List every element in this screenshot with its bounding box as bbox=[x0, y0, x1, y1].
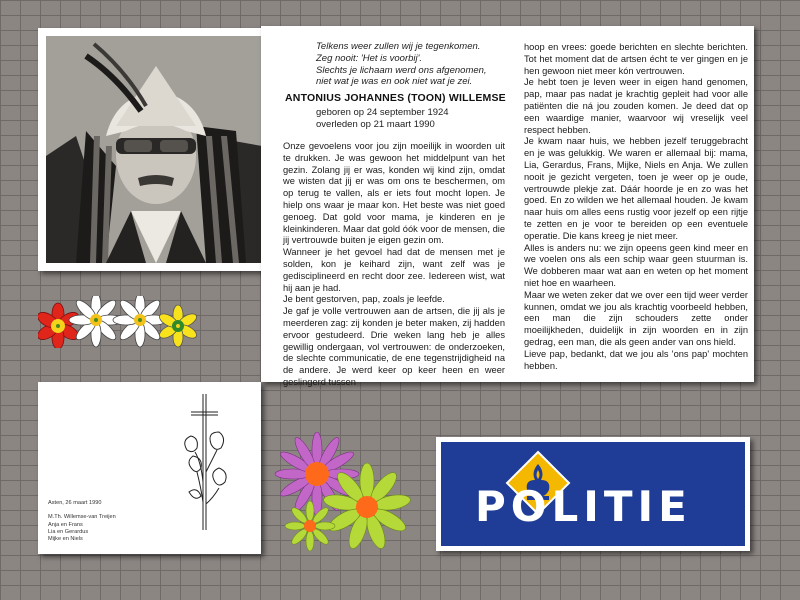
memorial-text-card bbox=[261, 26, 754, 387]
deceased-name: ANTONIUS JOHANNES (TOON) WILLEMSE bbox=[285, 92, 506, 104]
paragraph: Wanneer je het gevoel had dat de mensen met je solden, kon je keihard zijn, want zelf was je gedisciplineerd en recht door zee. Iedereen wist, wat hij aan je had. bbox=[283, 247, 505, 293]
paragraph: Je hebt toen je leven weer in eigen hand genomen, pap, maar pas nadat je krachtig gepleit had voor alle patiënten die ná jou zouden komen. Je deed dat op een waardige manier, waarvoor wij vreselijk veel respect hebben. bbox=[524, 77, 748, 135]
death-notice-card bbox=[38, 382, 261, 554]
verse: Telkens weer zullen wij je tegenkomen. Zeg nooit: 'Het is voorbij'. Slechts je lichaam werd ons afgenomen, niet wat je was en ook niet wat je zei. bbox=[316, 41, 487, 88]
birth-date: geboren op 24 september 1924 bbox=[316, 107, 449, 118]
text-column-right bbox=[524, 42, 748, 372]
death-notice-text: Asten, 26 maart 1990 M.Th. Willemse-van Treijen Anja en Frans Lia en Gerardus Mijke en Niels bbox=[48, 500, 116, 543]
portrait-card bbox=[38, 28, 270, 271]
paragraph: Je kwam naar huis, we hebben jezelf teruggebracht en je was gelukkig. We waren er allemaal bij: mama, Lia, Gerardus, Frans, Mijke, Niels en Anja. We zullen nooit je gezicht vergeten, toen je weer op je oude, vertrouwde plekje zat. Dáár hoorde je en zo was het goed. En zo wilden we het allemaal houden. Je kwam naar huis om alles eens rustig voor jezelf op een rijtje te zetten en je voor te bereiden op een eventuele operatie. Die kans kreeg je niet meer. bbox=[524, 136, 748, 241]
paragraph: Onze gevoelens voor jou zijn moeilijk in woorden uit te drukken. Je was gewoon het middelpunt van het gezin. Zolang jij er was, konden wij kind zijn, omdat we wisten dat jij er was om ons te beschermen, om op terug te vallen, als er iets fout mocht lopen. Je hielp ons waar je maar kon. Het beste was niet goed genoeg. Dat gold voor mama, je kinderen en je kleinkinderen. Maar dat gold óók voor de mensen, die jij vertrouwde buiten je eigen gezin om. bbox=[283, 141, 505, 246]
text-column-left bbox=[283, 141, 505, 389]
death-date: overleden op 21 maart 1990 bbox=[316, 118, 435, 130]
paragraph: Je gaf je volle vertrouwen aan de artsen, die jij als je meerderen zag: zij konden je beter maken, zij hadden ervoor gestudeerd. Drie weken lang heb je alles gewillig ondergaan, vol vertrouwen: de onderzoeken, de slechte communicatie, de ene tegenstrijdigheid na de andere. Je werd keer op keer heen en weer geslingerd tussen bbox=[283, 306, 505, 387]
life-dates bbox=[316, 107, 449, 131]
politie-logo bbox=[436, 437, 750, 551]
portrait-photo bbox=[46, 36, 262, 263]
colorful-flowers-decoration bbox=[272, 432, 422, 557]
paragraph: Je bent gestorven, pap, zoals je leefde. bbox=[283, 294, 445, 305]
paragraph: Maar we weten zeker dat we over een tijd weer verder kunnen, omdat we jou als krachtig voorbeeld hebben, een man die zijn schouders zette onder moeilijkheden, duidelijk in zijn woorden en in zijn gedrag, een man, die als geen ander van ons hield. bbox=[524, 289, 748, 347]
daisy-flowers-decoration bbox=[38, 296, 203, 348]
paragraph: hoop en vrees: goede berichten en slechte berichten. Tot het moment dat de artsen écht te ver gingen en je hen gewoon niet meer kón vertrouwen. bbox=[524, 42, 748, 76]
politie-wordmark: POLITIE bbox=[475, 482, 692, 531]
paragraph: Alles is anders nu: we zijn opeens geen kind meer en we voelen ons als een schip waar geen stuurman is. We dobberen maar wat aan en weten op het moment niet hoe en waarheen. bbox=[524, 242, 748, 288]
politie-logo-background bbox=[441, 442, 745, 546]
cross-flower-icon bbox=[173, 392, 233, 532]
paragraph: Lieve pap, bedankt, dat we jou als 'ons pap' mochten hebben. bbox=[524, 348, 748, 371]
